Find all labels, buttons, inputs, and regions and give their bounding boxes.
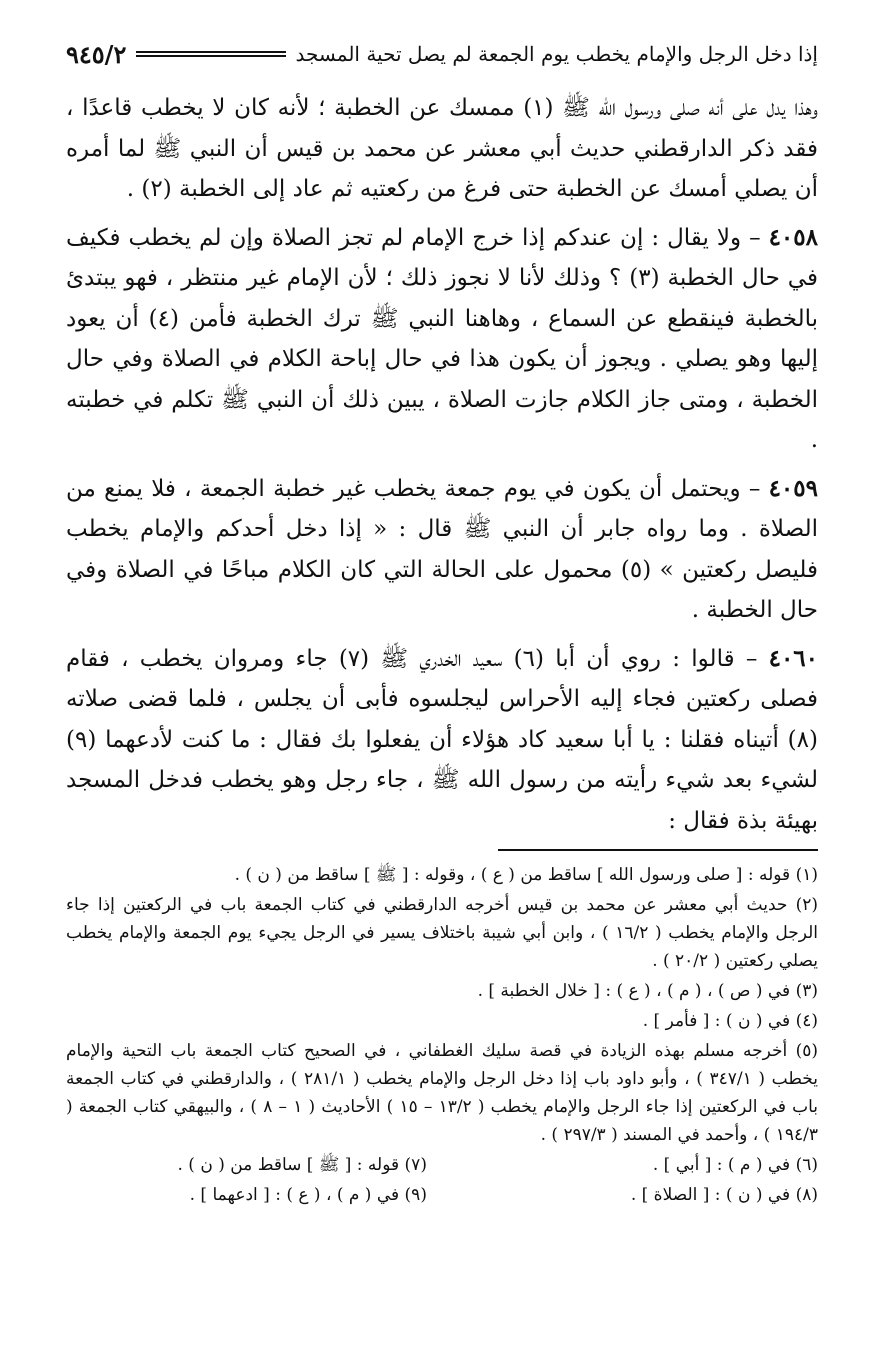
main-text <box>66 88 818 841</box>
paragraph-text: – ويحتمل أن يكون في يوم جمعة يخطب غير خطبة الجمعة ، فلا يمنع من الصلاة . وما رواه جابر أن النبي ﷺ قال : « إذا دخل أحدكم والإمام يخطب فليصل ركعتين » (٥) محمول على الحالة التي كان الكلام مباحًا في الصلاة وفي حال الخطبة . <box>66 475 818 623</box>
page-number: ٩٤٥/٢ <box>66 39 127 69</box>
paragraph-text: – ولا يقال : إن عندكم إذا خرج الإمام لم تجز الصلاة وإن لم يخطب فكيف في حال الخطبة (٣) ؟ وذلك لأنا لا نجوز ذلك ؛ لأن الإمام غير منتظر ، فهو يبتدئ بالخطبة فينقطع عن السماع ، وهاهنا النبي ﷺ ترك الخطبة فأمن (٤) أن يعود إليها وهو يصلي . ويجوز أن يكون هذا في حال إباحة الكلام في الصلاة وفي حال الخطبة ، ومتى جاز الكلام جازت الصلاة ، يبين ذلك أن النبي ﷺ تكلم في خطبته . <box>66 224 818 453</box>
footnote-8: (٨) في ( ن ) : [ الصلاة ] . <box>630 1185 818 1205</box>
footnote-9: (٩) في ( م ) ، ( ع ) : [ ادعهما ] . <box>189 1185 427 1205</box>
paragraph-4060 <box>66 639 818 842</box>
footnote-row <box>66 1181 818 1209</box>
footnote-6: (٦) في ( م ) : [ أبي ] . <box>652 1155 818 1175</box>
book-page <box>66 32 818 1211</box>
footnote-2: (٢) حديث أبي معشر عن محمد بن قيس أخرجه الدارقطني في كتاب الجمعة باب في الركعتين إذا جاء الرجل والإمام يخطب ( ١٦/٢ ) ، وابن أبي شيبة باختلاف يسير في الرجل يجيء يوم الجمعة والإمام يخطب يصلي ركعتين ( ٢٠/٢ ) . <box>66 895 818 971</box>
paragraph-number: ٤٠٥٩ <box>768 474 818 502</box>
paragraph-text: – قالوا : روي أن أبا (٦) سعيد الخدري ﷺ (٧) جاء ومروان يخطب ، فقام فصلى ركعتين فجاء إليه الأحراس ليجلسوه فأبى أن يجلس ، فلما قضى صلاته (٨) أتيناه فقلنا : يا أبا سعيد كاد هؤلاء أن يفعلوا بك فقال : ما كنت لأدعهما (٩) لشيء بعد شيء رأيته من رسول الله ﷺ ، جاء رجل وهو يخطب فدخل المسجد بهيئة بذة فقال : <box>66 645 818 834</box>
footnotes <box>66 861 818 1209</box>
footnote-4: (٤) في ( ن ) : [ فأمر ] . <box>642 1011 818 1031</box>
header-title: إذا دخل الرجل والإمام يخطب يوم الجمعة لم يصل تحية المسجد <box>295 42 818 66</box>
paragraph-intro <box>66 88 818 210</box>
footnote-1: (١) قوله : [ صلى ورسول الله ] ساقط من ( ع ) ، وقوله : [ ﷺ ] ساقط من ( ن ) . <box>234 865 818 885</box>
footnote-5: (٥) أخرجه مسلم بهذه الزيادة في قصة سليك الغطفاني ، في الصحيح كتاب الجمعة باب التحية والإمام يخطب ( ٣٤٧/١ ) ، وأبو داود باب إذا دخل الرجل والإمام يخطب ( ٢٨١/١ ) ، والدارقطني في كتاب الجمعة باب في الركعتين إذا جاء الرجل والإمام يخطب ( ١٣/٢ – ١٥ ) الأحاديث ( ١ – ٨ ) ، والبيهقي كتاب الجمعة ( ١٩٤/٣ ) ، وأحمد في المسند ( ٢٩٧/٣ ) . <box>66 1041 819 1145</box>
paragraph-4058 <box>66 218 818 461</box>
header-rule <box>136 51 285 57</box>
footnote-separator <box>498 849 818 851</box>
footnote-7: (٧) قوله : [ ﷺ ] ساقط من ( ن ) . <box>177 1155 427 1175</box>
paragraph-text: وهذا يدل على أنه صلى ورسول الله ﷺ (١) ممسك عن الخطبة ؛ لأنه كان لا يخطب قاعدًا ، فقد ذكر الدارقطني حديث أبي معشر عن محمد بن قيس أن النبي ﷺ لما أمره أن يصلي أمسك عن الخطبة حتى فرغ من ركعتيه ثم عاد إلى الخطبة (٢) . <box>66 95 818 202</box>
footnote-row <box>66 1151 818 1179</box>
paragraph-number: ٤٠٦٠ <box>768 644 819 672</box>
paragraph-number: ٤٠٥٨ <box>768 223 818 251</box>
footnote-3: (٣) في ( ص ) ، ( م ) ، ( ع ) : [ خلال الخطبة ] . <box>477 981 818 1001</box>
running-header <box>66 32 818 76</box>
paragraph-4059 <box>66 469 818 631</box>
